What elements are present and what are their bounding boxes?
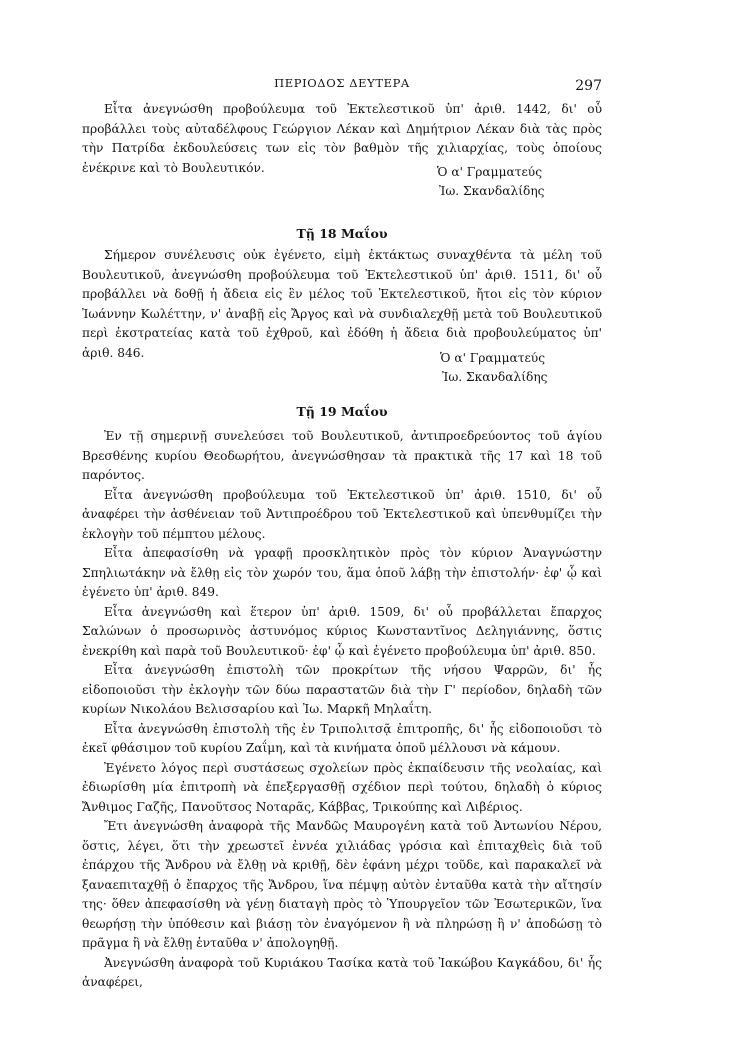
section-heading-may-18: Τῇ 18 Μαΐου [296, 226, 388, 241]
page-number: 297 [575, 78, 602, 94]
may19-paragraph: Εἶτα ἀνεγνώσθη καὶ ἕτερον ὑπ' ἀριθ. 1509, δι' οὗ προβάλλεται ἔπαρχος Σαλώνων ὁ προσωρινὸς ἀστυνόμος κύριος Κωνσταντῖνος Δεληγιάννης, ὅστις ἐνεκρίθη καὶ παρὰ τοῦ Βουλευτικοῦ· ἐφ' ᾧ καὶ ἐγένετο προβούλευμα ὑπ' ἀριθ. 850. [82, 604, 602, 658]
may19-paragraph: Εἶτα ἀνεγνώσθη προβούλευμα τοῦ Ἐκτελεστικοῦ ὑπ' ἀριθ. 1510, δι' οὗ ἀναφέρει τὴν ἀσθένειαν τοῦ Ἀντιπροέδρου τοῦ Ἐκτελεστικοῦ καὶ ὑπενθυμίζει τὴν ἐκλογὴν τοῦ πέμπτου μέλους. [82, 487, 602, 541]
may19-paragraph: Εἶτα ἀνεγνώσθη ἐπιστολὴ τῶν προκρίτων τῆς νήσου Ψαρρῶν, δι' ἧς εἰδοποιοῦσι τὴν ἐκλογὴν τῶν δύω παραστατῶν διὰ τὴν Γ' περίοδον, δηλαδὴ τῶν κυρίων Νικολάου Βελισσαρίου καὶ Ἰω. Μαρκῆ Μηλαΐτη. [82, 663, 602, 716]
section-heading-may-19: Τῇ 19 Μαΐου [296, 404, 388, 419]
signature-role: Ὁ α' Γραμματεύς [440, 351, 546, 365]
opening-paragraph: Εἶτα ἀνεγνώσθη προβούλευμα τοῦ Ἐκτελεστικοῦ ὑπ' ἀριθ. 1442, δι' οὗ προβάλλει τοὺς αὐταδέλφους Γεώργιον Λέκαν καὶ Δημήτριον Λέκαν διὰ τὰς πρὸς τὴν Πατρίδα ἐκδουλεύσεις των εἰς τὸν βαθμὸν τῆς χιλιαρχίας, τοὺς ὁποίους ἐνέκρινε καὶ τὸ Βουλευτικόν. [82, 102, 602, 175]
may18-signature [440, 349, 547, 387]
running-header [82, 76, 602, 96]
signature-role: Ὁ α' Γραμματεύς [437, 165, 543, 179]
may19-paragraph: Εἶτα ἀνεγνώσθη ἐπιστολὴ τῆς ἐν Τριπολιτσᾷ ἐπιτροπῆς, δι' ἧς εἰδοποιοῦσι τὸ ἐκεῖ φθάσιμον τοῦ κυρίου Ζαΐμη, καὶ τὰ κινήματα ὁποῦ μέλλουσι νὰ κάμουν. [82, 721, 602, 755]
may19-paragraph: Ἀνεγνώσθη ἀναφορὰ τοῦ Κυριάκου Τασίκα κατὰ τοῦ Ἰακώβου Καγκάδου, δι' ἧς ἀναφέρει, [82, 955, 602, 989]
may19-paragraph: Εἶτα ἀπεφασίσθη νὰ γραφῇ προσκλητικὸν πρὸς τὸν κύριον Ἀναγνώστην Σπηλιωτάκην νὰ ἔλθῃ εἰς τὸν χωρόν του, ἅμα ὁποῦ λάβῃ τὴν ἐπιστολήν· ἐφ' ᾧ καὶ ἐγένετο ὑπ' ἀριθ. 849. [82, 546, 602, 599]
may19-paragraph: Ἐν τῇ σημερινῇ συνελεύσει τοῦ Βουλευτικοῦ, ἀντιπροεδρεύοντος τοῦ ἁγίου Βρεσθένης κυρίου Θεοδωρήτου, ἀνεγνώσθησαν τὰ πρακτικὰ τῆς 17 καὶ 18 τοῦ παρόντος. [82, 429, 602, 482]
signature-name: Ἰω. Σκανδαλίδης [439, 184, 545, 198]
signature-name: Ἰω. Σκανδαλίδης [442, 370, 548, 384]
may18-text-block [82, 246, 602, 363]
may19-paragraph: Ἔτι ἀνεγνώσθη ἀναφορὰ τῆς Μανδῶς Μαυρογένη κατὰ τοῦ Ἀντωνίου Νέρου, ὅστις, λέγει, ὅτι τὴν χρεωστεῖ ἐννέα χιλιάδας γρόσια καὶ ἐπιταχθεὶς διὰ τοῦ ἐπάρχου τῆς Ἄνδρου νὰ ἔλθῃ νὰ κριθῇ, δὲν ἐφάνη μέχρι τοῦδε, καὶ παρακαλεῖ νὰ ξαναεπιταχθῇ ὁ ἔπαρχος τῆς Ἄνδρου, ἵνα πέμψῃ αὐτὸν ἐνταῦθα κατὰ τὴν αἴτησίν της· ὅθεν ἀπεφασίσθη νὰ γένῃ διαταγὴ πρὸς τὸ Ὑπουργεῖον τῶν Ἐσωτερικῶν, ἵνα θεωρήσῃ τὴν ὑπόθεσιν καὶ βιάσῃ τὸν ἐναγόμενον ἢ νὰ πληρώσῃ ἢ ν' ἀποδώσῃ τὸ πρᾶγμα ἢ νὰ ἔλθῃ ἐνταῦθα ν' ἀπολογηθῇ. [82, 819, 602, 950]
may18-paragraph: Σήμερον συνέλευσις οὐκ ἐγένετο, εἰμὴ ἐκτάκτως συναχθέντα τὰ μέλη τοῦ Βουλευτικοῦ, ἀνεγνώσθη προβούλευμα τοῦ Ἐκτελεστικοῦ ὑπ' ἀριθ. 1511, δι' οὗ προβάλλει νὰ δοθῇ ἡ ἄδεια εἰς ἓν μέλος τοῦ Ἐκτελεστικοῦ, ἤτοι εἰς τὸν κύριον Ἰωάννην Κωλέττην, ν' ἀναβῇ εἰς Ἄργος καὶ νὰ συνδιαλεχθῇ μετὰ τοῦ Βουλευτικοῦ περὶ ἐκστρατείας κατὰ τοῦ ἐχθροῦ, καὶ ἐδόθη ἡ ἄδεια διὰ προβουλεύματος ὑπ' ἀριθ. 846. [82, 248, 602, 360]
running-title: ΠΕΡΙΟΔΟΣ ΔΕΥΤΕΡΑ [274, 76, 410, 90]
opening-signature [437, 163, 544, 201]
may19-text-block [82, 427, 602, 993]
may19-paragraph: Ἐγένετο λόγος περὶ συστάσεως σχολείων πρὸς ἐκπαίδευσιν τῆς νεολαίας, καὶ ἐδιωρίσθη μία ἐπιτροπὴ νὰ ἐπεξεργασθῇ σχέδιον περὶ τούτου, δηλαδὴ ὁ κύριος Ἄνθιμος Γαζῆς, Πανοῦτσος Νοταρᾶς, Κάββας, Τρικούπης καὶ Λιβέριος. [82, 760, 602, 814]
